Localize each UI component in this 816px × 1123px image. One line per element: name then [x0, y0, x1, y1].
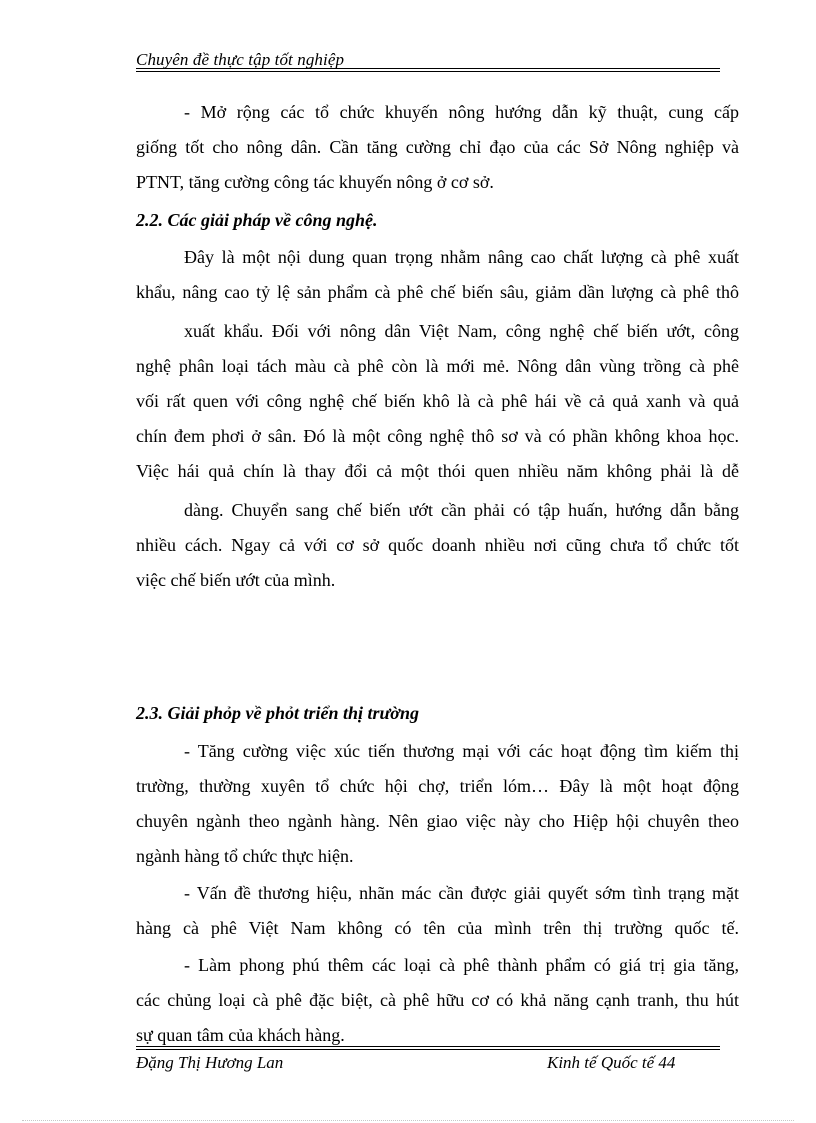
text-line: vối rất quen với công nghệ chế biến khô là cà phê hái về cả quả xanh và quả — [136, 391, 739, 411]
text-line: Việc hái quả chín là thay đổi cả một thói quen nhiều năm không phải là dễ — [136, 461, 739, 481]
header-rule — [136, 68, 720, 72]
text-line: - Làm phong phú thêm các loại cà phê thành phẩm có giá trị gia tăng, — [184, 955, 739, 975]
footer-rule — [136, 1046, 720, 1050]
paragraph — [136, 314, 739, 489]
text-line: - Mở rộng các tổ chức khuyến nông hướng dẫn kỹ thuật, cung cấp — [184, 102, 739, 122]
text-line: PTNT, tăng cường công tác khuyến nông ở cơ sở. — [136, 172, 494, 192]
text-line: các chủng loại cà phê đặc biệt, cà phê hữu cơ có khả năng cạnh tranh, thu hút — [136, 990, 739, 1010]
text-line: việc chế biến ướt của mình. — [136, 570, 336, 590]
text-line: chuyên ngành theo ngành hàng. Nên giao việc này cho Hiệp hội chuyên theo — [136, 811, 739, 831]
footer-author: Đặng Thị Hương Lan — [136, 1053, 284, 1072]
paragraph — [136, 876, 739, 946]
text-line: giống tốt cho nông dân. Cần tăng cường chỉ đạo của các Sở Nông nghiệp và — [136, 137, 739, 157]
section-heading: 2.3. Giải phỏp về phỏt triển thị trường — [136, 703, 419, 723]
paragraph — [136, 240, 739, 310]
section-heading: 2.2. Các giải pháp về công nghệ. — [136, 210, 378, 230]
paragraph — [136, 493, 739, 598]
text-line: dàng. Chuyển sang chế biến ướt cần phải có tập huấn, hướng dẫn bằng — [184, 500, 739, 520]
text-line: sự quan tâm của khách hàng. — [136, 1025, 345, 1045]
text-line: trường, thường xuyên tổ chức hội chợ, triển lóm… Đây là một hoạt động — [136, 776, 739, 796]
document-body — [136, 95, 739, 1053]
text-line: ngành hàng tổ chức thực hiện. — [136, 846, 354, 866]
text-line: xuất khẩu. Đối với nông dân Việt Nam, công nghệ chế biến ướt, công — [184, 321, 739, 341]
paragraph — [136, 948, 739, 1053]
text-line: hàng cà phê Việt Nam không có tên của mình trên thị trường quốc tế. — [136, 918, 739, 938]
text-line: nghệ phân loại tách màu cà phê còn là mới mẻ. Nông dân vùng trồng cà phê — [136, 356, 739, 376]
paragraph — [136, 95, 739, 200]
text-line: nhiều cách. Ngay cả với cơ sở quốc doanh nhiều nơi cũng chưa tổ chức tốt — [136, 535, 739, 555]
text-line: - Tăng cường việc xúc tiến thương mại với các hoạt động tìm kiếm thị — [184, 741, 739, 761]
paragraph — [136, 734, 739, 874]
page-edge-divider — [22, 1120, 794, 1121]
text-line: Đây là một nội dung quan trọng nhằm nâng cao chất lượng cà phê xuất — [184, 247, 739, 267]
text-line: khẩu, nâng cao tỷ lệ sản phẩm cà phê chế biến sâu, giảm dần lượng cà phê thô — [136, 282, 739, 302]
text-line: chín đem phơi ở sân. Đó là một công nghệ thô sơ và có phần không khoa học. — [136, 426, 739, 446]
running-header: Chuyên đề thực tập tốt nghiệp — [136, 50, 345, 69]
footer-class: Kinh tế Quốc tế 44 — [547, 1053, 676, 1072]
text-line: - Vấn đề thương hiệu, nhãn mác cần được giải quyết sớm tình trạng mặt — [184, 883, 739, 903]
